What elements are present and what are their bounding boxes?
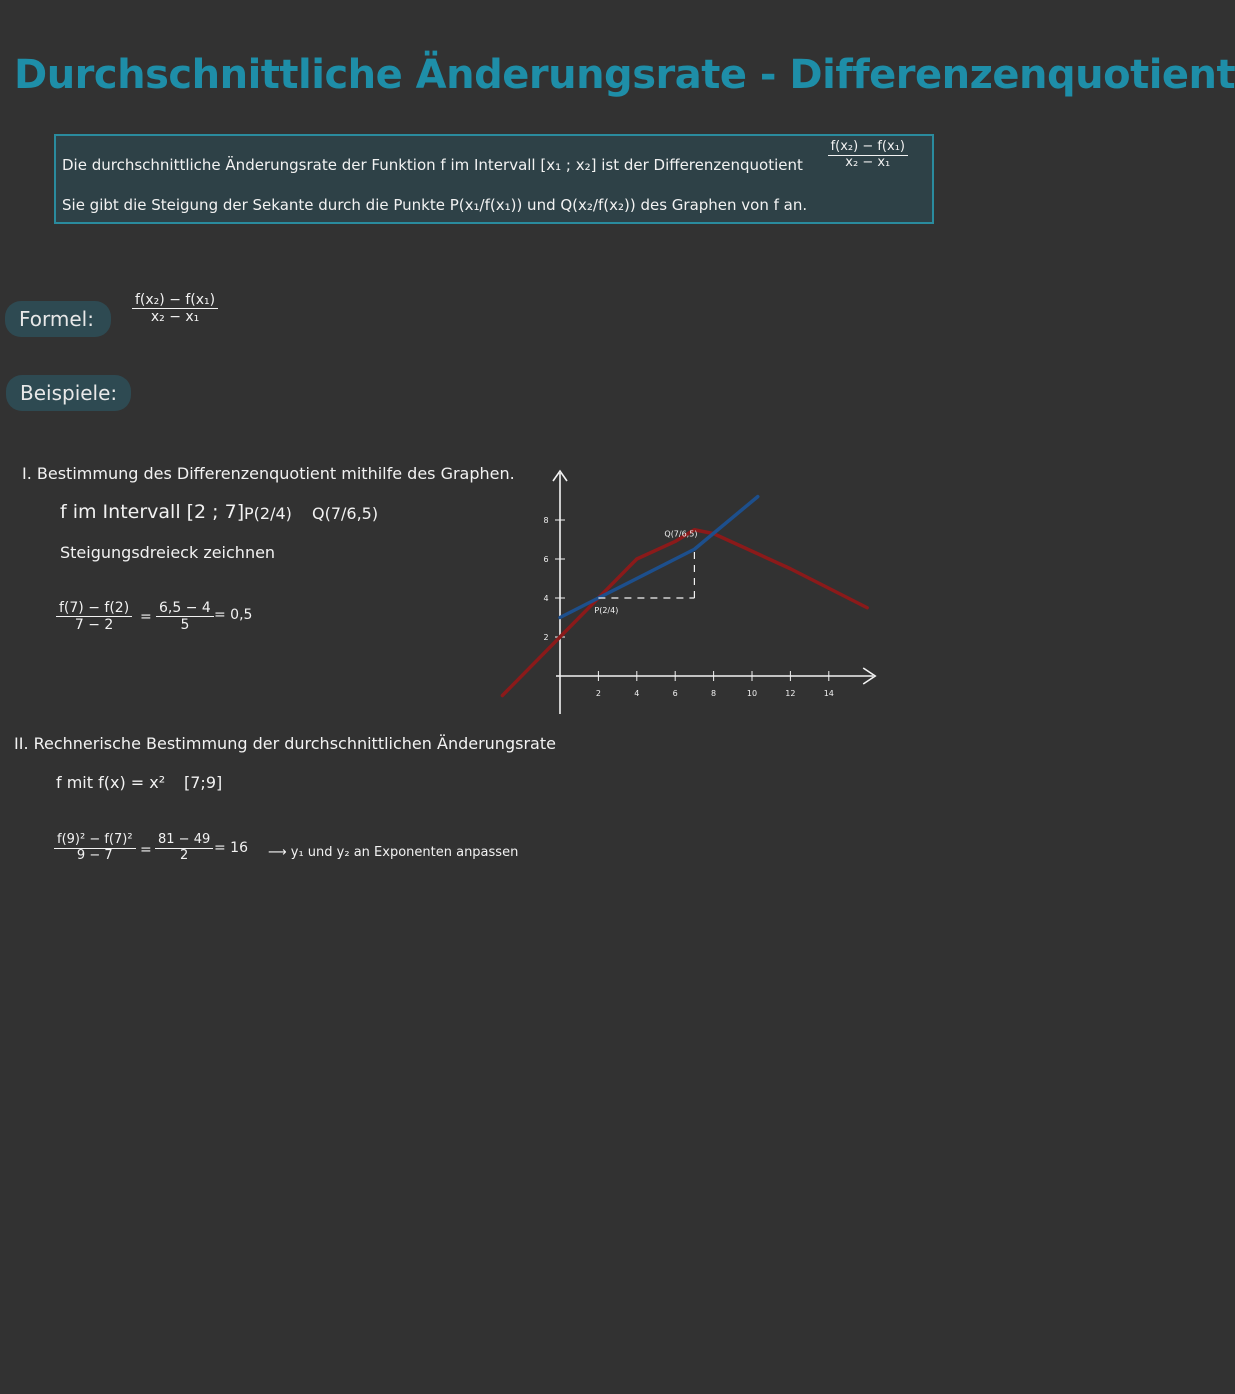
example-2-fraction-2-numerator: 81 − 49 bbox=[155, 833, 213, 849]
example-2-heading: II. Rechnerische Bestimmung der durchschnittlichen Änderungsrate bbox=[14, 734, 556, 753]
y-tick-label: 8 bbox=[543, 516, 549, 525]
example-2-equals: = bbox=[140, 842, 152, 858]
example-1-point-q: Q(7/6,5) bbox=[312, 504, 379, 523]
y-tick-label: 4 bbox=[543, 594, 549, 603]
definition-fraction-denominator: x₂ − x₁ bbox=[845, 154, 891, 170]
definition-box bbox=[54, 134, 934, 224]
example-2-result: = 16 bbox=[214, 840, 248, 856]
definition-line-1: Die durchschnittliche Änderungsrate der Funktion f im Intervall [x₁ ; x₂] ist der Differenzenquotient bbox=[62, 156, 803, 174]
example-1-fraction-2-denominator: 5 bbox=[180, 617, 190, 634]
formula-numerator: f(x₂) − f(x₁) bbox=[132, 292, 218, 309]
example-1-equals: = bbox=[140, 609, 152, 625]
x-tick-label: 4 bbox=[634, 689, 640, 698]
examples-label: Beispiele: bbox=[6, 375, 131, 411]
example-1-step: Steigungsdreieck zeichnen bbox=[60, 543, 276, 562]
formula-label: Formel: bbox=[5, 301, 111, 337]
example-1-fraction-1 bbox=[56, 600, 132, 633]
point-q-label: Q(7/6,5) bbox=[664, 529, 698, 539]
formula-fraction bbox=[132, 292, 218, 325]
example-1-interval: f im Intervall [2 ; 7] bbox=[60, 501, 245, 523]
definition-line-2: Sie gibt die Steigung der Sekante durch die Punkte P(x₁/f(x₁)) und Q(x₂/f(x₂)) des Graphen von f an. bbox=[62, 196, 808, 214]
example-2-fraction-1 bbox=[54, 833, 136, 864]
example-1-heading: I. Bestimmung des Differenzenquotient mithilfe des Graphen. bbox=[22, 464, 515, 483]
example-2-fraction-1-denominator: 9 − 7 bbox=[76, 847, 113, 863]
example-2-fraction-1-numerator: f(9)² − f(7)² bbox=[54, 833, 136, 849]
y-tick-label: 2 bbox=[543, 633, 549, 642]
example-1-fraction-1-numerator: f(7) − f(2) bbox=[56, 600, 132, 617]
example-2-fraction-2-denominator: 2 bbox=[179, 847, 189, 863]
example-1-fraction-2 bbox=[156, 600, 214, 633]
secant-line bbox=[560, 497, 758, 618]
x-tick-label: 2 bbox=[595, 689, 601, 698]
example-2-function: f mit f(x) = x² bbox=[56, 773, 166, 792]
x-tick-label: 8 bbox=[711, 689, 717, 698]
y-tick-label: 6 bbox=[543, 555, 549, 564]
x-tick-label: 6 bbox=[672, 689, 678, 698]
definition-fraction-numerator: f(x₂) − f(x₁) bbox=[828, 140, 908, 156]
definition-fraction bbox=[828, 140, 908, 171]
x-tick-label: 10 bbox=[746, 689, 758, 698]
example-2-fraction-2 bbox=[155, 833, 213, 864]
sekante-chart bbox=[500, 462, 900, 722]
x-tick-label: 12 bbox=[785, 689, 796, 698]
page-title: Durchschnittliche Änderungsrate - Differenzenquotient bbox=[14, 52, 1235, 98]
formula-denominator: x₂ − x₁ bbox=[150, 309, 200, 326]
example-1-fraction-1-denominator: 7 − 2 bbox=[74, 617, 114, 634]
example-2-note: ⟶ y₁ und y₂ an Exponenten anpassen bbox=[268, 845, 519, 860]
point-p-label: P(2/4) bbox=[594, 606, 619, 615]
example-2-interval: [7;9] bbox=[184, 773, 223, 792]
example-1-fraction-2-numerator: 6,5 − 4 bbox=[156, 600, 214, 617]
example-1-result: = 0,5 bbox=[214, 607, 253, 623]
example-1-point-p: P(2/4) bbox=[244, 504, 292, 523]
x-tick-label: 14 bbox=[823, 689, 834, 698]
